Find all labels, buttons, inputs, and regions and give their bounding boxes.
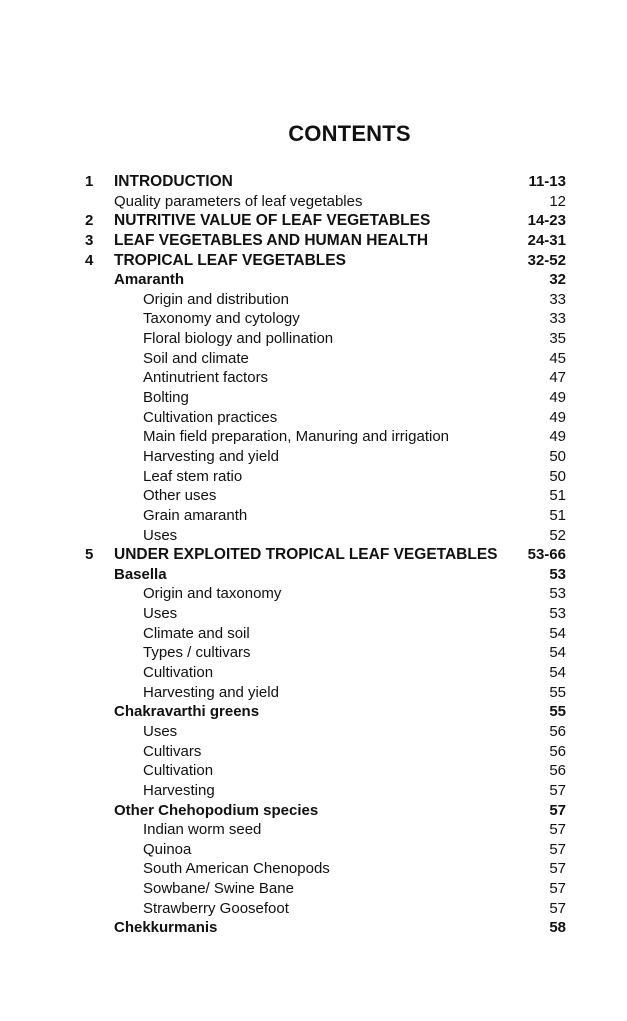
toc-entry xyxy=(0,683,627,703)
page-number: 57 xyxy=(549,821,566,839)
chapter-number: 1 xyxy=(85,173,94,190)
entry-title: Bolting xyxy=(143,389,189,407)
toc-entry xyxy=(0,899,627,919)
page-number: 57 xyxy=(549,801,566,819)
page-number: 53-66 xyxy=(527,546,566,564)
toc-entry xyxy=(0,486,627,506)
page-number: 35 xyxy=(549,330,566,348)
page-number: 47 xyxy=(549,369,566,387)
page-number: 55 xyxy=(549,703,566,721)
page-number: 58 xyxy=(549,919,566,937)
entry-title: Cultivation xyxy=(143,664,214,682)
toc-entry xyxy=(0,702,627,722)
entry-title: Quality parameters of leaf vegetables xyxy=(114,192,363,210)
entry-title: South American Chenopods xyxy=(143,860,330,878)
toc-entry xyxy=(0,329,627,349)
toc-entry xyxy=(0,349,627,369)
toc-entry xyxy=(0,368,627,388)
entry-title: Uses xyxy=(143,526,178,544)
entry-title: Other uses xyxy=(143,487,217,505)
page-number: 56 xyxy=(549,742,566,760)
entry-title: NUTRITIVE VALUE OF LEAF VEGETABLES xyxy=(114,212,431,230)
chapter-number: 5 xyxy=(85,546,94,564)
toc-entry xyxy=(0,251,627,271)
page-number: 49 xyxy=(549,428,566,446)
toc-entry xyxy=(0,172,627,192)
page-number: 53 xyxy=(549,565,566,583)
toc-entry xyxy=(0,840,627,860)
entry-title: Main field preparation, Manuring and irrigation xyxy=(143,428,450,446)
entry-title: Origin and taxonomy xyxy=(143,585,282,603)
page-number: 55 xyxy=(549,683,566,701)
entry-title: Amaranth xyxy=(114,271,185,289)
entry-title: Chekkurmanis xyxy=(114,919,218,937)
page-number: 57 xyxy=(549,860,566,878)
entry-title: Grain amaranth xyxy=(143,506,248,524)
page-number: 54 xyxy=(549,644,566,662)
page-number: 49 xyxy=(549,408,566,426)
toc-entry xyxy=(0,742,627,762)
toc-entry xyxy=(0,722,627,742)
entry-title: Types / cultivars xyxy=(143,644,251,662)
entry-title: Harvesting xyxy=(143,781,215,799)
toc-entry xyxy=(0,231,627,251)
entry-title: Uses xyxy=(143,605,178,623)
page-number: 51 xyxy=(549,506,566,524)
page-number: 14-23 xyxy=(527,212,566,230)
entry-title: Taxonomy and cytology xyxy=(143,310,300,328)
page-number: 53 xyxy=(549,605,566,623)
entry-title: Climate and soil xyxy=(143,624,250,642)
toc-entry xyxy=(0,290,627,310)
page-title: CONTENTS xyxy=(288,121,411,146)
page-number: 57 xyxy=(549,880,566,898)
page-number: 11-13 xyxy=(528,173,566,190)
page-number: 53 xyxy=(549,585,566,603)
entry-title: Strawberry Goosefoot xyxy=(143,899,289,917)
toc-entry xyxy=(0,859,627,879)
entry-title: Origin and distribution xyxy=(143,290,289,308)
entry-title: Indian worm seed xyxy=(143,821,262,839)
table-of-contents xyxy=(0,172,627,938)
entry-title: Other Chehopodium species xyxy=(114,801,319,819)
toc-entry xyxy=(0,820,627,840)
entry-title: UNDER EXPLOITED TROPICAL LEAF VEGETABLES xyxy=(114,546,498,564)
entry-title: Harvesting and yield xyxy=(143,683,279,701)
entry-title: Soil and climate xyxy=(143,349,249,367)
page-number: 56 xyxy=(549,762,566,780)
page-number: 57 xyxy=(549,840,566,858)
toc-entry xyxy=(0,388,627,408)
toc-entry xyxy=(0,526,627,546)
page-number: 50 xyxy=(549,467,566,485)
entry-title: Basella xyxy=(114,565,167,583)
toc-entry xyxy=(0,801,627,821)
toc-entry xyxy=(0,211,627,231)
toc-entry xyxy=(0,309,627,329)
toc-entry xyxy=(0,467,627,487)
page-number: 50 xyxy=(549,447,566,465)
page-number: 33 xyxy=(549,310,566,328)
entry-title: TROPICAL LEAF VEGETABLES xyxy=(114,251,346,269)
page-number: 54 xyxy=(549,664,566,682)
toc-entry xyxy=(0,663,627,683)
page-number: 57 xyxy=(549,781,566,799)
chapter-number: 3 xyxy=(85,231,94,249)
page-number: 33 xyxy=(549,290,566,308)
toc-entry xyxy=(0,192,627,212)
toc-entry xyxy=(0,506,627,526)
page-number: 12 xyxy=(549,192,566,210)
entry-title: Chakravarthi greens xyxy=(114,703,260,721)
toc-entry xyxy=(0,624,627,644)
page-number: 54 xyxy=(549,624,566,642)
page-number: 24-31 xyxy=(527,231,566,249)
entry-title: LEAF VEGETABLES AND HUMAN HEALTH xyxy=(114,231,429,249)
toc-entry xyxy=(0,761,627,781)
page-number: 57 xyxy=(549,899,566,917)
toc-entry xyxy=(0,643,627,663)
entry-title: Quinoa xyxy=(143,840,192,858)
entry-title: Leaf stem ratio xyxy=(143,467,243,485)
chapter-number: 4 xyxy=(85,251,94,269)
entry-title: INTRODUCTION xyxy=(114,173,233,190)
entry-title: Uses xyxy=(143,722,178,740)
toc-entry xyxy=(0,781,627,801)
entry-title: Cultivation practices xyxy=(143,408,278,426)
entry-title: Cultivation xyxy=(143,762,214,780)
entry-title: Antinutrient factors xyxy=(143,369,269,387)
toc-entry xyxy=(0,545,627,565)
toc-entry xyxy=(0,918,627,938)
toc-entry xyxy=(0,408,627,428)
page-number: 45 xyxy=(549,349,566,367)
entry-title: Floral biology and pollination xyxy=(143,330,334,348)
chapter-number: 2 xyxy=(85,212,94,230)
page-number: 52 xyxy=(549,526,566,544)
toc-entry xyxy=(0,447,627,467)
page-number: 49 xyxy=(549,389,566,407)
entry-title: Cultivars xyxy=(143,742,202,760)
entry-title: Harvesting and yield xyxy=(143,447,279,465)
entry-title: Sowbane/ Swine Bane xyxy=(143,880,294,898)
page-number: 32 xyxy=(549,271,566,289)
toc-entry xyxy=(0,584,627,604)
toc-entry xyxy=(0,427,627,447)
toc-entry xyxy=(0,270,627,290)
toc-entry xyxy=(0,604,627,624)
page-number: 56 xyxy=(549,722,566,740)
toc-entry xyxy=(0,565,627,585)
page-number: 51 xyxy=(549,487,566,505)
toc-entry xyxy=(0,879,627,899)
page-number: 32-52 xyxy=(527,251,566,269)
